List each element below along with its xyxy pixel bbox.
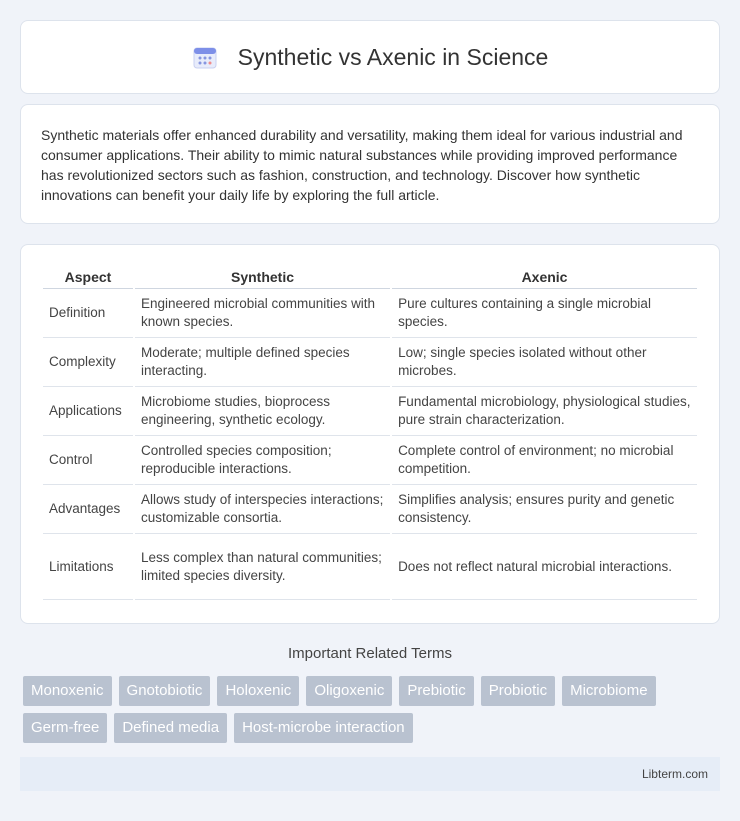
- related-term-tag[interactable]: Monoxenic: [23, 676, 112, 706]
- row-synthetic: Moderate; multiple defined species interacting.: [135, 338, 390, 387]
- comparison-table-card: [20, 244, 720, 624]
- row-aspect: Limitations: [43, 534, 133, 600]
- related-term-tag[interactable]: Oligoxenic: [306, 676, 392, 706]
- header-card: [20, 20, 720, 94]
- row-aspect: Applications: [43, 387, 133, 436]
- table-header-row: [43, 265, 697, 289]
- table-row: [43, 534, 697, 600]
- related-term-tag[interactable]: Defined media: [114, 713, 227, 743]
- column-header-axenic: Axenic: [392, 265, 697, 289]
- row-synthetic: Engineered microbial communities with known species.: [135, 289, 390, 338]
- related-term-tag[interactable]: Host-microbe interaction: [234, 713, 413, 743]
- comparison-table: [41, 265, 699, 600]
- related-term-tag[interactable]: Gnotobiotic: [119, 676, 211, 706]
- table-row: [43, 387, 697, 436]
- column-header-synthetic: Synthetic: [135, 265, 390, 289]
- table-row: [43, 436, 697, 485]
- row-aspect: Definition: [43, 289, 133, 338]
- row-axenic: Complete control of environment; no microbial competition.: [392, 436, 697, 485]
- row-synthetic: Less complex than natural communities; limited species diversity.: [135, 534, 390, 600]
- table-row: [43, 289, 697, 338]
- related-terms-title: Important Related Terms: [288, 645, 452, 662]
- row-aspect: Advantages: [43, 485, 133, 534]
- footer: [20, 757, 720, 791]
- footer-brand-link[interactable]: Libterm.com: [641, 767, 708, 781]
- column-header-aspect: Aspect: [43, 265, 133, 289]
- table-row: [43, 338, 697, 387]
- intro-text: Synthetic materials offer enhanced durability and versatility, making them ideal for various industrial and consumer applications. Their ability to mimic natural substances while providing improved performance has revolutionized sectors such as fashion, construction, and technology. Discover how synthetic innovations can benefit your daily life by exploring the full article.: [41, 127, 683, 203]
- row-aspect: Control: [43, 436, 133, 485]
- row-axenic: Pure cultures containing a single microbial species.: [392, 289, 697, 338]
- related-term-tag[interactable]: Probiotic: [481, 676, 555, 706]
- calendar-icon: [192, 44, 218, 70]
- related-term-tag[interactable]: Prebiotic: [399, 676, 473, 706]
- related-term-tag[interactable]: Holoxenic: [217, 676, 299, 706]
- row-synthetic: Allows study of interspecies interactions; customizable consortia.: [135, 485, 390, 534]
- row-synthetic: Controlled species composition; reproducible interactions.: [135, 436, 390, 485]
- page-title: Synthetic vs Axenic in Science: [237, 43, 549, 70]
- row-axenic: Fundamental microbiology, physiological studies, pure strain characterization.: [392, 387, 697, 436]
- row-synthetic: Microbiome studies, bioprocess engineering, synthetic ecology.: [135, 387, 390, 436]
- table-row: [43, 485, 697, 534]
- related-terms-list: [23, 676, 723, 750]
- row-aspect: Complexity: [43, 338, 133, 387]
- row-axenic: Low; single species isolated without other microbes.: [392, 338, 697, 387]
- row-axenic: Does not reflect natural microbial interactions.: [392, 534, 697, 600]
- row-axenic: Simplifies analysis; ensures purity and genetic consistency.: [392, 485, 697, 534]
- intro-card: [20, 104, 720, 224]
- related-term-tag[interactable]: Germ-free: [23, 713, 107, 743]
- related-term-tag[interactable]: Microbiome: [562, 676, 656, 706]
